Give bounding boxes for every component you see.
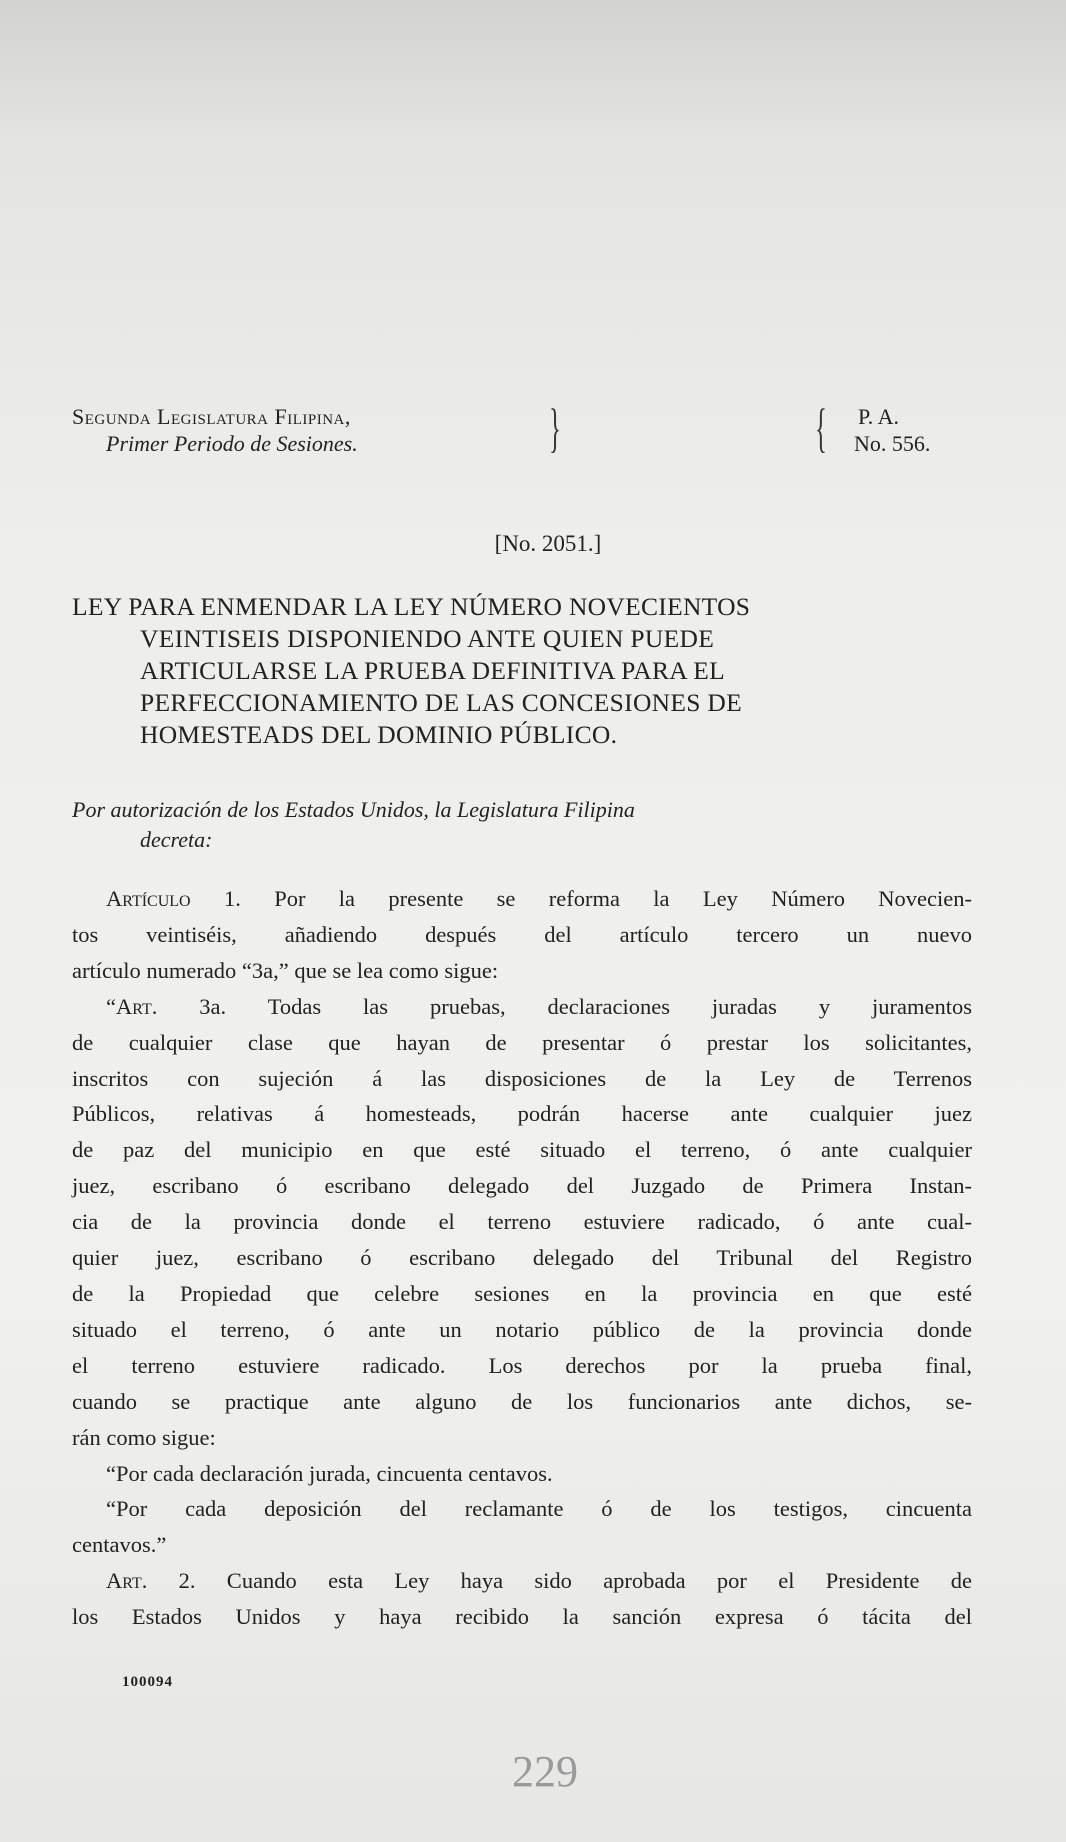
body-text: 2. Cuando esta Ley haya sido aprobada por el Presidente de (147, 1568, 972, 1594)
title-line: LEY PARA ENMENDAR LA LEY NÚMERO NOVECIENTOS (72, 592, 751, 621)
body-line: centavos.” (72, 1532, 167, 1558)
bill-reference (854, 403, 930, 457)
body-text: 1. Por la presente se reforma la Ley Número Novecien- (190, 886, 972, 911)
section-label: Artículo (106, 886, 191, 911)
section-label: Art. (106, 1568, 148, 1594)
enacting-line: Por autorización de los Estados Unidos, la Legislatura Filipina (72, 797, 635, 822)
enacting-line: decreta: (140, 827, 213, 852)
page-number: 229 (512, 1747, 578, 1796)
body-line (72, 881, 972, 917)
body-line: juez, escribano ó escribano delegado del Juzgado de Primera Instan- (72, 1173, 972, 1199)
body-line: rán como sigue: (72, 1424, 216, 1450)
bill-number: [No. 2051.] (494, 531, 602, 556)
body-line: Públicos, relativas á homesteads, podrán hacerse ante cualquier juez (72, 1101, 972, 1127)
body-line: “Por cada declaración jurada, cincuenta centavos. (106, 1460, 553, 1486)
title-line: PERFECCIONAMIENTO DE LAS CONCESIONES DE (140, 688, 743, 717)
body-line: tos veintiséis, añadiendo después del artículo tercero un nuevo (72, 921, 972, 947)
body-line: cia de la provincia donde el terreno estuviere radicado, ó ante cual- (72, 1209, 972, 1235)
section-label: “Art. (106, 993, 158, 1019)
body-line: cuando se practique ante alguno de los funcionarios ante dichos, se- (72, 1388, 972, 1414)
body-line: quier juez, escribano ó escribano delegado del Tribunal del Registro (72, 1245, 972, 1271)
bill-ref-number: No. 556. (854, 431, 931, 456)
title-line: HOMESTEADS DEL DOMINIO PÚBLICO. (140, 720, 618, 749)
body-text: 3a. Todas las pruebas, declaraciones juradas y juramentos (157, 993, 972, 1019)
left-brace-glyph: { (815, 398, 827, 458)
title-line: ARTICULARSE LA PRUEBA DEFINITIVA PARA EL (140, 656, 726, 685)
body-line: el terreno estuviere radicado. Los derechos por la prueba final, (72, 1352, 972, 1378)
body-line: los Estados Unidos y haya recibido la sanción expresa ó tácita del (72, 1604, 972, 1630)
body-line: de la Propiedad que celebre sesiones en la provincia en que esté (72, 1280, 972, 1306)
session-name: Primer Periodo de Sesiones. (106, 431, 358, 456)
document-header (72, 398, 972, 473)
legislature-session (72, 403, 358, 457)
body-line (72, 1563, 972, 1599)
body-line: de cualquier clase que hayan de presentar ó prestar los solicitantes, (72, 1029, 972, 1055)
act-title (72, 591, 972, 751)
bill-type: P. A. (858, 404, 899, 429)
enacting-clause (72, 795, 972, 855)
title-line: VEINTISEIS DISPONIENDO ANTE QUIEN PUEDE (140, 624, 715, 653)
act-body (72, 881, 972, 1635)
body-line: situado el terreno, ó ante un notario público de la provincia donde (72, 1316, 972, 1342)
body-line: artículo numerado “3a,” que se lea como sigue: (72, 957, 499, 983)
body-line: “Por cada deposición del reclamante ó de los testigos, cincuenta (106, 1496, 972, 1522)
body-line: de paz del municipio en que esté situado el terreno, ó ante cualquier (72, 1137, 972, 1163)
body-line: inscritos con sujeción á las disposiciones de la Ley de Terrenos (72, 1065, 972, 1091)
legislature-name: Segunda Legislatura Filipina, (72, 404, 351, 429)
right-brace-glyph: } (549, 398, 561, 458)
body-line (72, 989, 972, 1025)
print-code: 100094 (122, 1674, 173, 1690)
